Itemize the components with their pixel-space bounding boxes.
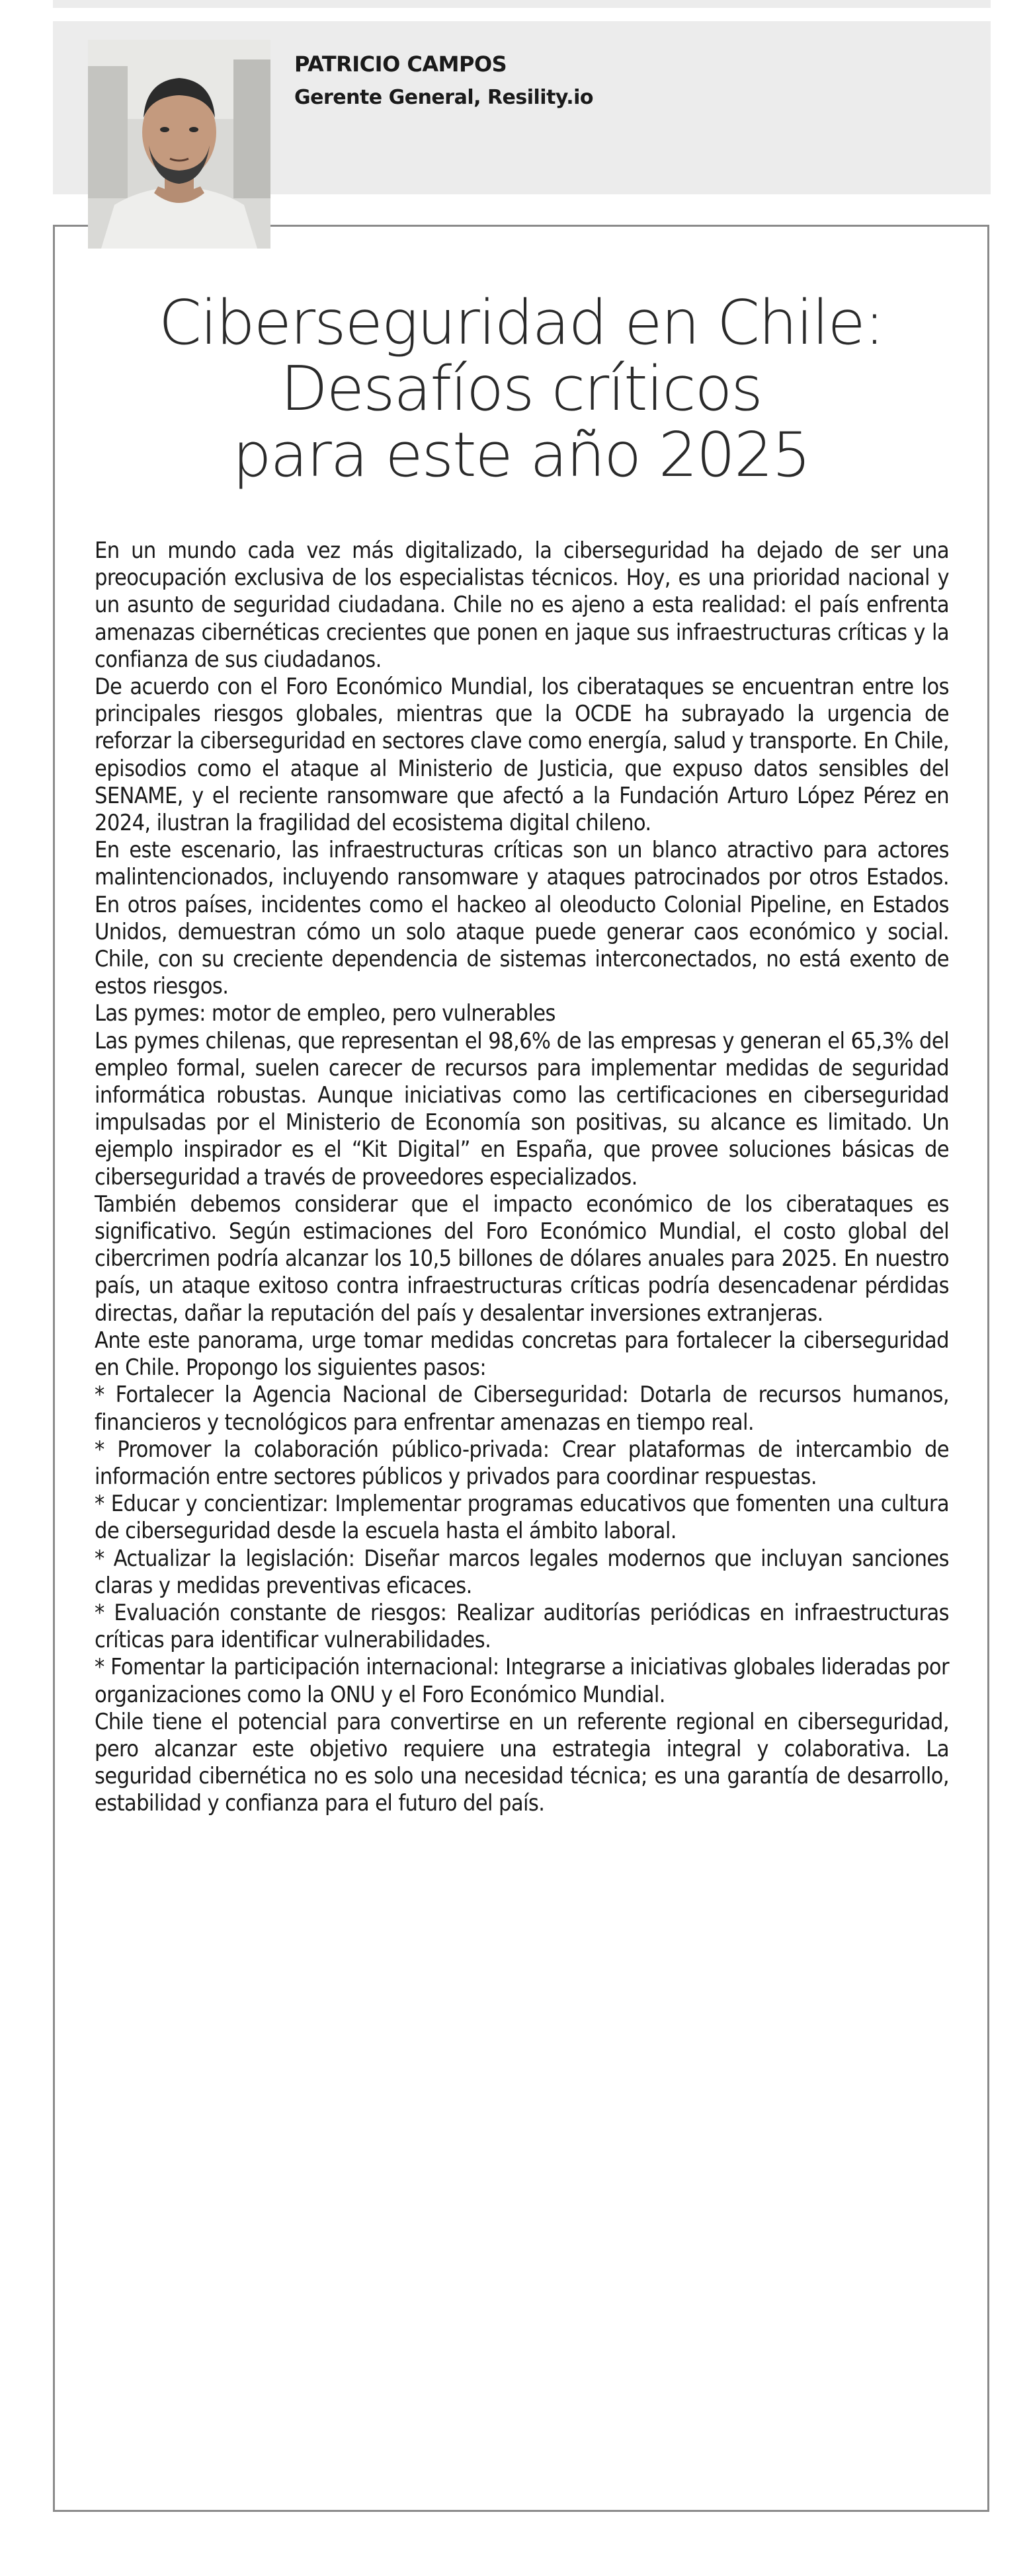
paragraph-pymes: Las pymes chilenas, que representan el 98,6% de las empresas y generan el 65,3% del empleo formal, suelen carecer de recursos para implementar medidas de seguridad informática robustas. Aunque iniciativas como las certificaciones en ciberseguridad impulsadas por el Ministerio de Economía son positivas, su alcance es limitado. Un ejemplo inspirador es el “Kit Digital” en España, que provee soluciones básicas de ciberseguridad a través de proveedores especializados. [95, 1027, 949, 1190]
author-role: Gerente General, Resility.io [294, 86, 594, 109]
article-title-line-3: para este año 2025 [232, 419, 810, 490]
article-box [53, 225, 989, 2512]
paragraph-proposal-intro: Ante este panorama, urge tomar medidas concretas para fortalecer la ciberseguridad en Chile. Propongo los siguientes pasos: [95, 1327, 949, 1382]
list-item-international: * Fomentar la participación internacional: Integrarse a iniciativas globales lideradas por organizaciones como la ONU y el Foro Económico Mundial. [95, 1654, 949, 1708]
top-strip [53, 0, 991, 8]
list-item-agency: * Fortalecer la Agencia Nacional de Ciberseguridad: Dotarla de recursos humanos, financieros y tecnológicos para enfrentar amenazas en tiempo real. [95, 1382, 949, 1436]
author-name: PATRICIO CAMPOS [294, 52, 507, 77]
author-portrait-image [88, 40, 270, 249]
paragraph-conclusion: Chile tiene el potencial para convertirse en un referente regional en ciberseguridad, pero alcanzar este objetivo requiere una estrategia integral y colaborativa. La seguridad cibernética no es solo una necesidad técnica; es una garantía de desarrollo, estabilidad y confianza para el futuro del país. [95, 1708, 949, 1817]
paragraph-intro: En un mundo cada vez más digitalizado, la ciberseguridad ha dejado de ser una preocupación exclusiva de los especialistas técnicos. Hoy, es una prioridad nacional y un asunto de seguridad ciudadana. Chile no es ajeno a esta realidad: el país enfrenta amenazas cibernéticas crecientes que ponen en jaque sus infraestructuras críticas y la confianza de sus ciudadanos. [95, 537, 949, 673]
list-item-collaboration: * Promover la colaboración público-privada: Crear plataformas de intercambio de información entre sectores públicos y privados para coordinar respuestas. [95, 1436, 949, 1490]
paragraph-economic-impact: También debemos considerar que el impacto económico de los ciberataques es significativo. Según estimaciones del Foro Económico Mundial, el costo global del cibercrimen podría alcanzar los 10,5 billones de dólares anuales para 2025. En nuestro país, un ataque exitoso contra infraestructuras críticas podría desencadenar pérdidas directas, dañar la reputación del país y desalentar inversiones extranjeras. [95, 1190, 949, 1327]
paragraph-critical-infrastructure: En este escenario, las infraestructuras críticas son un blanco atractivo para actores malintencionados, incluyendo ransomware y ataques patrocinados por otros Estados. En otros países, incidentes como el hackeo al oleoducto Colonial Pipeline, en Estados Unidos, demuestran cómo un solo ataque puede generar caos económico y social. Chile, con su creciente dependencia de sistemas interconectados, no está exento de estos riesgos. [95, 837, 949, 1000]
article-body [95, 537, 949, 1818]
subheading-pymes: Las pymes: motor de empleo, pero vulnerables [95, 1000, 556, 1027]
list-item-education: * Educar y concientizar: Implementar programas educativos que fomenten una cultura de ciberseguridad desde la escuela hasta el ámbito laboral. [95, 1491, 949, 1545]
author-byline [294, 52, 593, 109]
list-item-risk-evaluation: * Evaluación constante de riesgos: Realizar auditorías periódicas en infraestructuras críticas para identificar vulnerabilidades. [95, 1599, 949, 1654]
article-title-line-2: Desafíos críticos [280, 353, 762, 424]
author-photo [88, 40, 270, 249]
paragraph-context: De acuerdo con el Foro Económico Mundial, los ciberataques se encuentran entre los principales riesgos globales, mientras que la OCDE ha subrayado la urgencia de reforzar la ciberseguridad en sectores clave como energía, salud y transporte. En Chile, episodios como el ataque al Ministerio de Justicia, que expuso datos sensibles del SENAME, y el reciente ransomware que afectó a la Fundación Arturo López Pérez en 2024, ilustran la fragilidad del ecosistema digital chileno. [95, 674, 949, 837]
list-item-legislation: * Actualizar la legislación: Diseñar marcos legales modernos que incluyan sanciones claras y medidas preventivas eficaces. [95, 1545, 949, 1599]
article-title [55, 287, 987, 490]
article-title-line-1: Ciberseguridad en Chile: [158, 287, 884, 358]
